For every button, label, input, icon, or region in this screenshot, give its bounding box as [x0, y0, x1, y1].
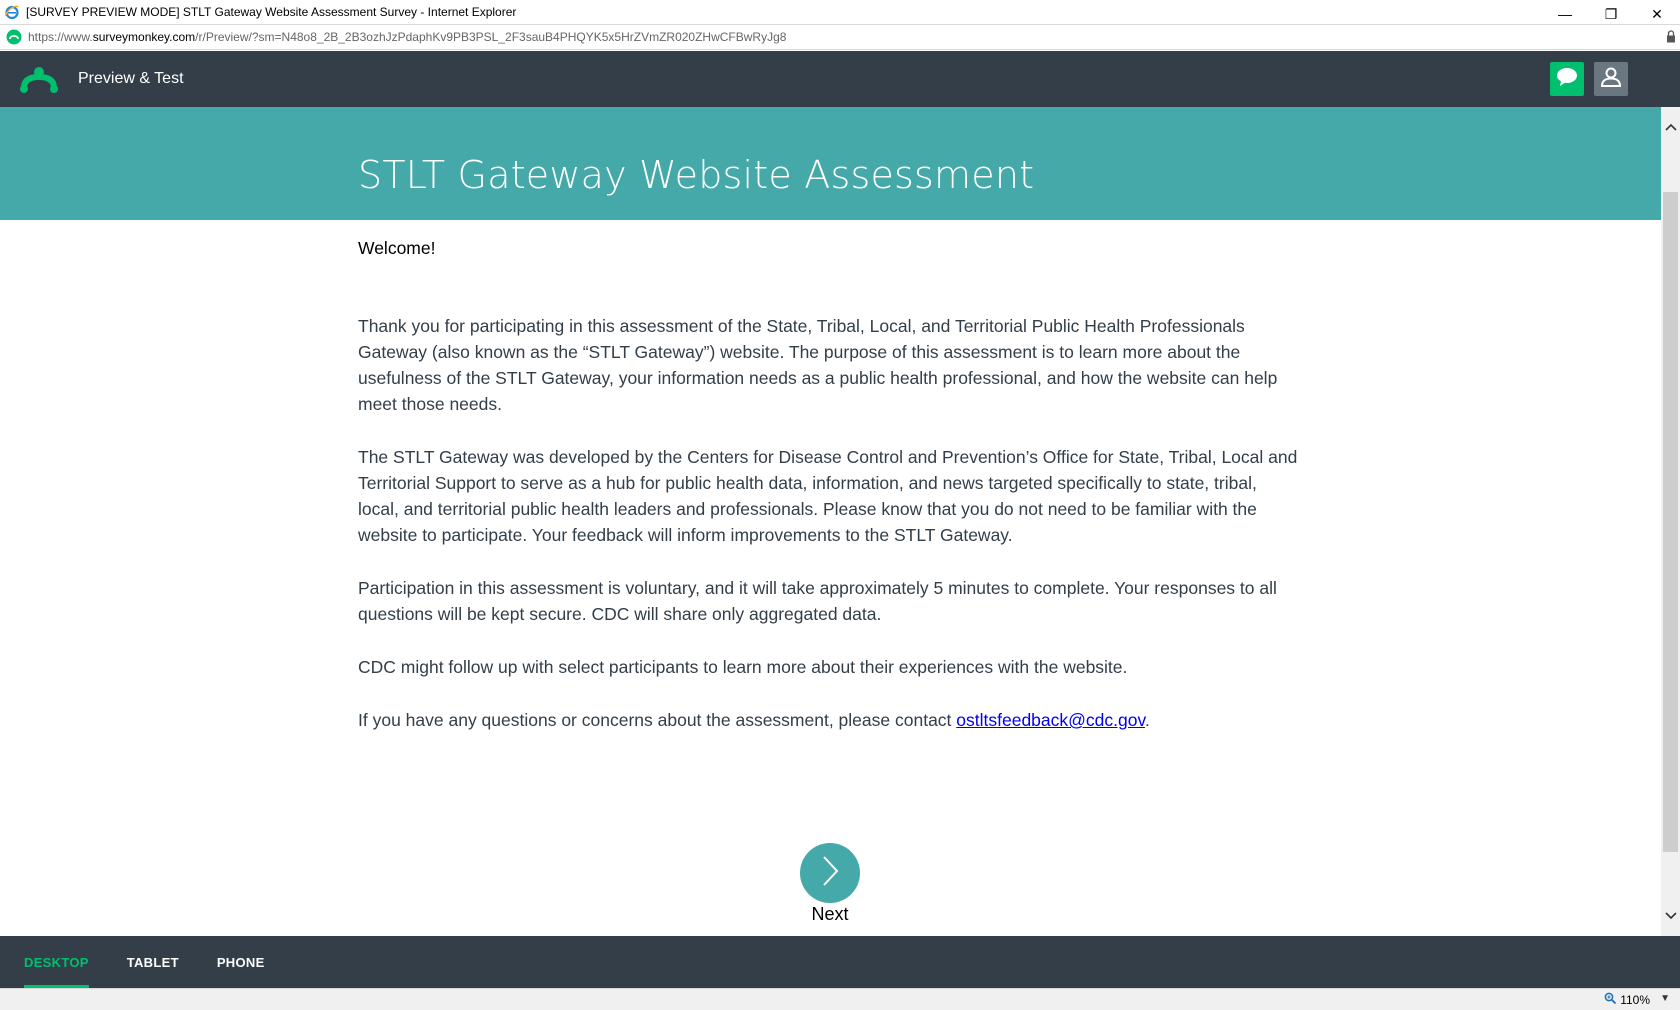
preview-mode-label: Preview & Test — [78, 70, 184, 87]
url-scheme: https://www. — [28, 30, 93, 44]
tab-desktop[interactable]: DESKTOP — [24, 936, 89, 988]
intro-paragraph-2: The STLT Gateway was developed by the Centers for Disease Control and Prevention’s Office for State, Tribal, Local and Territorial Support to serve as a hub for public health data, information, and news targeted specifically to state, tribal, local, and territorial public health leaders and professionals. Please know that you do not need to be familiar with the website to participate. Your feedback will inform improvements to the STLT Gateway. — [358, 447, 1298, 545]
welcome-heading: Welcome! — [358, 238, 436, 258]
next-button[interactable] — [800, 843, 860, 903]
tab-phone[interactable]: PHONE — [216, 954, 265, 970]
survey-title: STLT Gateway Website Assessment — [358, 153, 1035, 197]
chat-bubble-icon — [1556, 67, 1578, 92]
contact-paragraph — [358, 707, 1298, 733]
window-title: [SURVEY PREVIEW MODE] STLT Gateway Website Assessment Survey - Internet Explorer — [26, 5, 517, 19]
url-host: surveymonkey.com — [92, 30, 196, 44]
zoom-magnifier-icon — [1604, 992, 1617, 1008]
scroll-down-arrow[interactable] — [1661, 906, 1680, 926]
chevron-right-icon — [818, 854, 842, 893]
zoom-level: 110% — [1620, 993, 1650, 1007]
restore-button[interactable]: ❐ — [1604, 5, 1618, 22]
address-bar[interactable] — [0, 24, 1680, 50]
next-button-label[interactable]: Next — [811, 904, 849, 924]
intro-paragraph-3: Participation in this assessment is voluntary, and it will take approximately 5 minutes to complete. Your responses to all questions will be kept secure. CDC will share only aggregated data. — [358, 578, 1277, 624]
lock-icon — [1666, 30, 1676, 48]
status-bar — [0, 988, 1680, 1010]
user-icon — [1600, 66, 1622, 93]
minimize-button[interactable]: — — [1558, 6, 1572, 22]
contact-prefix: If you have any questions or concerns about the assessment, please contact — [358, 710, 957, 730]
vertical-scrollbar[interactable] — [1661, 107, 1680, 936]
surveymonkey-site-icon — [6, 29, 22, 45]
survey-content — [0, 107, 1661, 936]
survey-title-banner — [0, 107, 1661, 220]
close-button[interactable]: ✕ — [1651, 5, 1663, 22]
window-controls — [1542, 0, 1680, 24]
window-titlebar — [0, 0, 1680, 24]
url-text[interactable] — [28, 30, 786, 44]
preview-header — [0, 51, 1680, 107]
survey-intro-text — [358, 227, 1298, 733]
account-button[interactable] — [1594, 62, 1628, 96]
device-preview-bar — [0, 936, 1680, 988]
zoom-control[interactable] — [1604, 992, 1650, 1008]
feedback-button[interactable] — [1550, 62, 1584, 96]
url-path: /r/Preview/?sm=N48o8_2B_2B3ozhJzPdaphKv9PB3PSL_2F3sauB4PHQYK5x5HrZVmZR020ZHwCFBwRyJg8 — [195, 30, 787, 44]
scrollbar-thumb[interactable] — [1663, 192, 1678, 852]
internet-explorer-icon — [4, 4, 20, 20]
intro-paragraph-1: Thank you for participating in this assessment of the State, Tribal, Local, and Territorial Public Health Professionals Gateway (also known as the “STLT Gateway”) website. The purpose of this assessment is to learn more about the usefulness of the STLT Gateway, your information needs as a public health professional, and how the website can help meet those needs. — [358, 316, 1278, 414]
zoom-dropdown-icon[interactable]: ▼ — [1660, 993, 1670, 1004]
surveymonkey-logo-icon[interactable] — [18, 64, 60, 94]
tab-tablet[interactable]: TABLET — [126, 954, 179, 970]
contact-suffix: . — [1144, 710, 1150, 730]
scroll-up-arrow[interactable] — [1661, 117, 1680, 137]
contact-email-link[interactable]: ostltsfeedback@cdc.gov — [956, 710, 1145, 730]
intro-paragraph-4: CDC might follow up with select participants to learn more about their experiences with the website. — [358, 657, 1128, 677]
